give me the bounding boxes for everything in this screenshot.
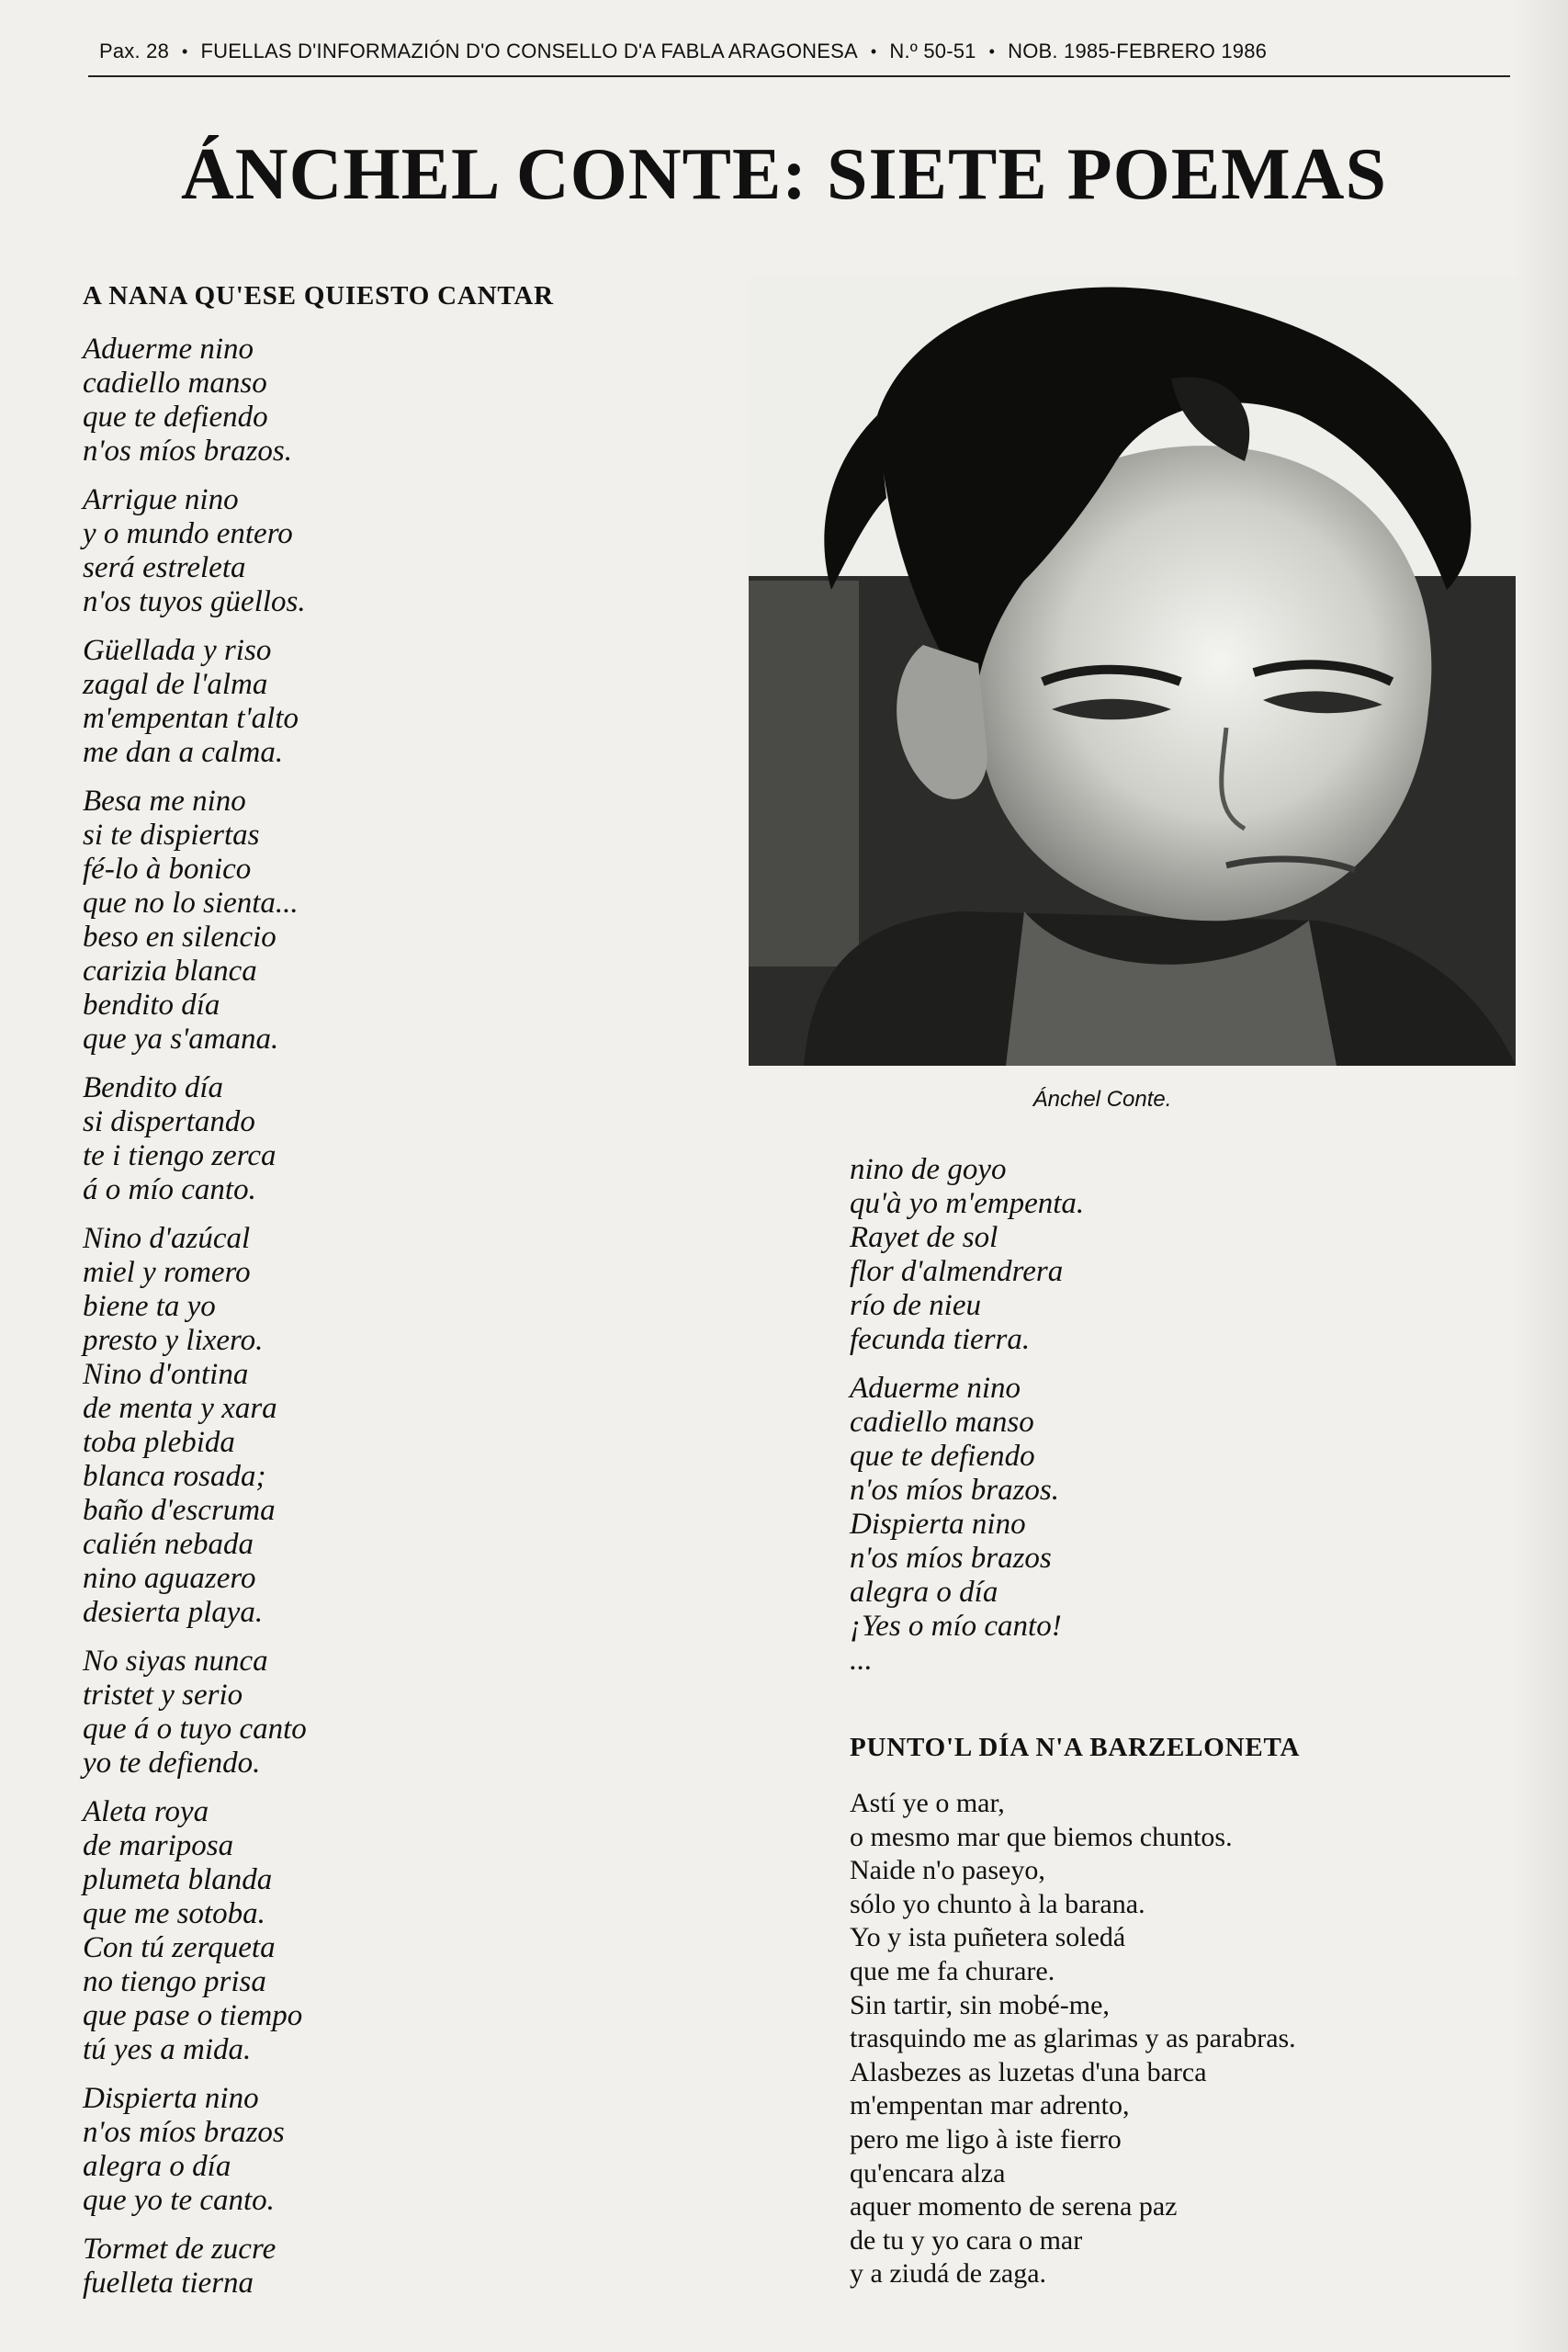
poem-stanza — [83, 1795, 726, 2067]
poem-stanza — [83, 1358, 726, 1630]
header-rule — [88, 75, 1510, 77]
poem-line: que pase o tiempo — [83, 1999, 303, 2032]
poem-line: trasquindo me as glarimas y as parabras. — [850, 2023, 1296, 2054]
poem-line: Astí ye o mar, — [850, 1788, 1005, 1818]
poem-1-right-column — [850, 1153, 1511, 1692]
poem-line: blanca rosada; — [83, 1460, 266, 1493]
page-title: ÁNCHEL CONTE: SIETE POEMAS — [181, 134, 1387, 215]
header-separator: • — [182, 41, 188, 61]
poem-line: n'os tuyos güellos. — [83, 585, 306, 618]
poem-line: que me sotoba. — [83, 1897, 265, 1930]
poem-line: bendito día — [83, 989, 220, 1022]
poem-line: yo te defiendo. — [83, 1747, 261, 1780]
poem-line: carizia blanca — [83, 955, 257, 988]
poem-line: me dan a calma. — [83, 736, 284, 769]
poem-line: n'os míos brazos — [83, 2116, 285, 2149]
poem-1-heading: A NANA QU'ESE QUIESTO CANTAR — [83, 281, 554, 311]
poem-line: que te defiendo — [83, 401, 268, 434]
poem-line: cadiello manso — [850, 1406, 1034, 1439]
poem-line: Tormet de zucre — [83, 2233, 276, 2266]
poem-line: fuelleta tierna — [83, 2267, 254, 2300]
poem-line: zagal de l'alma — [83, 668, 268, 701]
photo-caption: Ánchel Conte. — [1032, 1087, 1172, 1112]
author-portrait-image — [749, 277, 1516, 1066]
header-page-number: Pax. 28 — [99, 40, 170, 62]
poem-line: Dispierta nino — [83, 2082, 259, 2115]
poem-stanza — [83, 333, 726, 469]
poem-line: de menta y xara — [83, 1392, 277, 1425]
poem-line: pero me ligo à iste fierro — [850, 2123, 1122, 2154]
poem-line: no tiengo prisa — [83, 1965, 266, 1998]
poem-line: aquer momento de serena paz — [850, 2191, 1178, 2222]
poem-line: tú yes a mida. — [83, 2033, 252, 2066]
poem-line: biene ta yo — [83, 1290, 216, 1323]
running-header — [99, 33, 1505, 70]
poem-line: nino aguazero — [83, 1562, 256, 1595]
poem-line: Aduerme nino — [83, 333, 254, 366]
poem-line: presto y lixero. — [83, 1324, 264, 1357]
poem-line: n'os míos brazos. — [850, 1474, 1060, 1507]
poem-line: ¡Yes o mío canto! — [850, 1610, 1062, 1643]
header-separator: • — [988, 41, 996, 61]
poem-line: de mariposa — [83, 1829, 234, 1862]
poem-line: de tu y yo cara o mar — [850, 2224, 1083, 2256]
poem-line: Con tú zerqueta — [83, 1931, 276, 1964]
poem-stanza — [83, 483, 726, 619]
poem-line: Dispierta nino — [850, 1508, 1026, 1541]
poem-line: m'empentan mar adrento, — [850, 2090, 1130, 2121]
author-photo — [749, 277, 1516, 1066]
poem-line: te i tiengo zerca — [83, 1139, 276, 1172]
poem-line: n'os míos brazos. — [83, 435, 293, 468]
poem-line: que te defiendo — [850, 1440, 1035, 1473]
poem-stanza — [83, 2233, 726, 2301]
poem-1-left-column — [83, 333, 726, 2315]
poem-line: Sin tartir, sin mobé-me, — [850, 1989, 1110, 2020]
poem-line: á o mío canto. — [83, 1173, 256, 1206]
poem-line: Güellada y riso — [83, 634, 272, 667]
poem-line: Yo y ista puñetera soledá — [850, 1922, 1126, 1953]
poem-line: Aduerme nino — [850, 1372, 1021, 1405]
poem-line: Arrigue nino — [83, 483, 239, 516]
page-edge-shadow — [1513, 0, 1568, 2352]
poem-line: si te dispiertas — [83, 819, 260, 852]
poem-line: Rayet de sol — [850, 1221, 998, 1254]
poem-stanza — [850, 1153, 1511, 1357]
poem-line: beso en silencio — [83, 921, 276, 954]
poem-line: sólo yo chunto à la barana. — [850, 1888, 1145, 1919]
poem-2-heading: PUNTO'L DÍA N'A BARZELONETA — [850, 1733, 1301, 1762]
poem-stanza — [83, 2082, 726, 2218]
poem-line: m'empentan t'alto — [83, 702, 299, 735]
poem-line: baño d'escruma — [83, 1494, 276, 1527]
poem-line: y o mundo entero — [83, 517, 293, 550]
poem-line: alegra o día — [850, 1576, 998, 1609]
poem-line: ... — [850, 1644, 873, 1677]
poem-line: que yo te canto. — [83, 2184, 275, 2217]
header-date: NOB. 1985-FEBRERO 1986 — [1008, 40, 1268, 62]
poem-line: río de nieu — [850, 1289, 981, 1322]
poem-line: alegra o día — [83, 2150, 231, 2183]
poem-line: Alasbezes as luzetas d'una barca — [850, 2056, 1207, 2087]
poem-line: que ya s'amana. — [83, 1023, 279, 1056]
poem-line: No siyas nunca — [83, 1645, 268, 1678]
poem-line: que no lo sienta... — [83, 887, 299, 920]
poem-stanza — [83, 634, 726, 770]
poem-line: fé-lo à bonico — [83, 853, 252, 886]
header-separator: • — [870, 41, 877, 61]
poem-line: Besa me nino — [83, 785, 246, 818]
poem-line: Nino d'azúcal — [83, 1222, 251, 1255]
poem-stanza — [850, 1372, 1511, 1678]
poem-stanza — [83, 785, 726, 1057]
poem-line: Naide n'o paseyo, — [850, 1855, 1045, 1886]
poem-line: desierta playa. — [83, 1596, 264, 1629]
poem-stanza — [83, 1222, 726, 1358]
poem-line: Bendito día — [83, 1071, 224, 1104]
poem-line: que á o tuyo canto — [83, 1713, 307, 1746]
poem-line: nino de goyo — [850, 1153, 1007, 1186]
header-publication: FUELLAS D'INFORMAZIÓN D'O CONSELLO D'A FABLA ARAGONESA — [200, 40, 858, 62]
poem-line: flor d'almendrera — [850, 1255, 1064, 1288]
poem-line: Nino d'ontina — [83, 1358, 249, 1391]
poem-line: que me fa churare. — [850, 1955, 1055, 1986]
poem-line: tristet y serio — [83, 1679, 243, 1712]
poem-line: calién nebada — [83, 1528, 254, 1561]
poem-line: y a ziudá de zaga. — [850, 2258, 1047, 2290]
poem-line: qu'à yo m'empenta. — [850, 1187, 1085, 1220]
poem-line: qu'encara alza — [850, 2157, 1006, 2188]
poem-stanza — [83, 1071, 726, 1207]
header-issue: N.º 50-51 — [889, 40, 976, 62]
poem-line: Aleta roya — [83, 1795, 209, 1828]
poem-line: fecunda tierra. — [850, 1323, 1031, 1356]
poem-line: si dispertando — [83, 1105, 255, 1138]
poem-line: plumeta blanda — [83, 1863, 273, 1896]
poem-stanza — [83, 1645, 726, 1781]
poem-line: n'os míos brazos — [850, 1542, 1052, 1575]
poem-line: cadiello manso — [83, 367, 267, 400]
poem-line: o mesmo mar que biemos chuntos. — [850, 1821, 1233, 1852]
poem-line: miel y romero — [83, 1256, 251, 1289]
poem-2-body — [850, 1787, 1511, 2291]
poem-line: toba plebida — [83, 1426, 235, 1459]
poem-line: será estreleta — [83, 551, 246, 584]
